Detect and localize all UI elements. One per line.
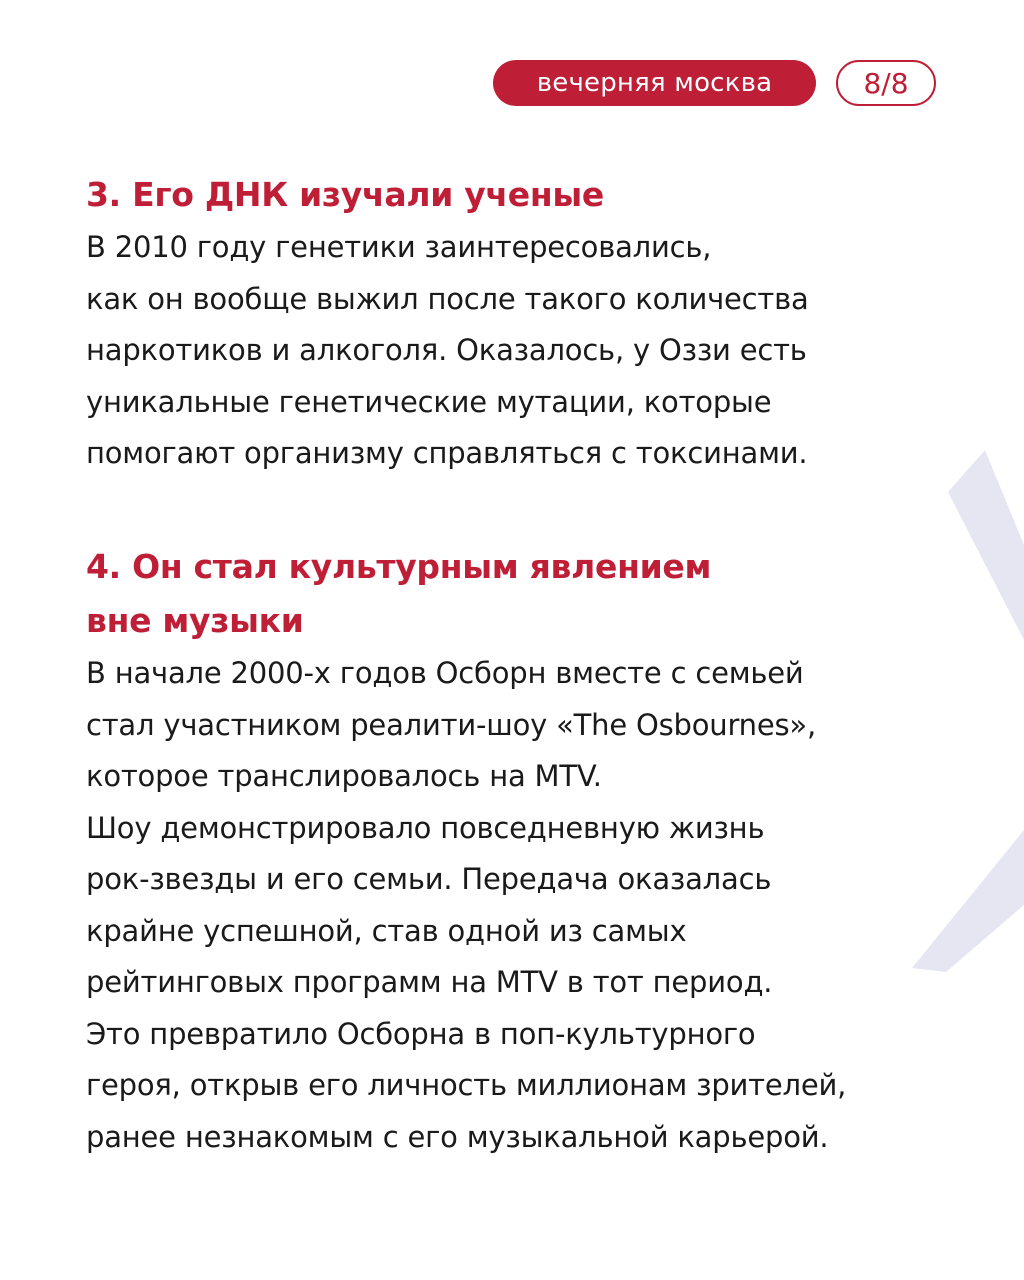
fact-section-4 xyxy=(86,540,966,1163)
section-heading: 3. Его ДНК изучали ученые xyxy=(86,175,604,214)
section-body: В начале 2000-х годов Осборн вместе с семьей стал участником реалити-шоу «The Osbournes», которое транслировалось на MTV. Шоу демонстрировало повседневную жизнь рок-звезды и его семьи. Передача оказалась крайне успешной, став одной из самых рейтинговых программ на MTV в тот период. Это превратило Осборна в поп-культурного героя, открыв его личность миллионам зрителей, ранее незнакомым с его музыкальной карьерой. xyxy=(86,656,847,1154)
section-body: В 2010 году генетики заинтересовались, как он вообще выжил после такого количества наркотиков и алкоголя. Оказалось, у Оззи есть уникальные генетические мутации, которые помогают организму справляться с токсинами. xyxy=(86,230,809,470)
brand-badge: вечерняя москва xyxy=(493,60,816,106)
section-heading: 4. Он стал культурным явлением вне музыки xyxy=(86,547,712,640)
page-indicator: 8/8 xyxy=(836,60,936,106)
fact-section-3 xyxy=(86,168,966,480)
